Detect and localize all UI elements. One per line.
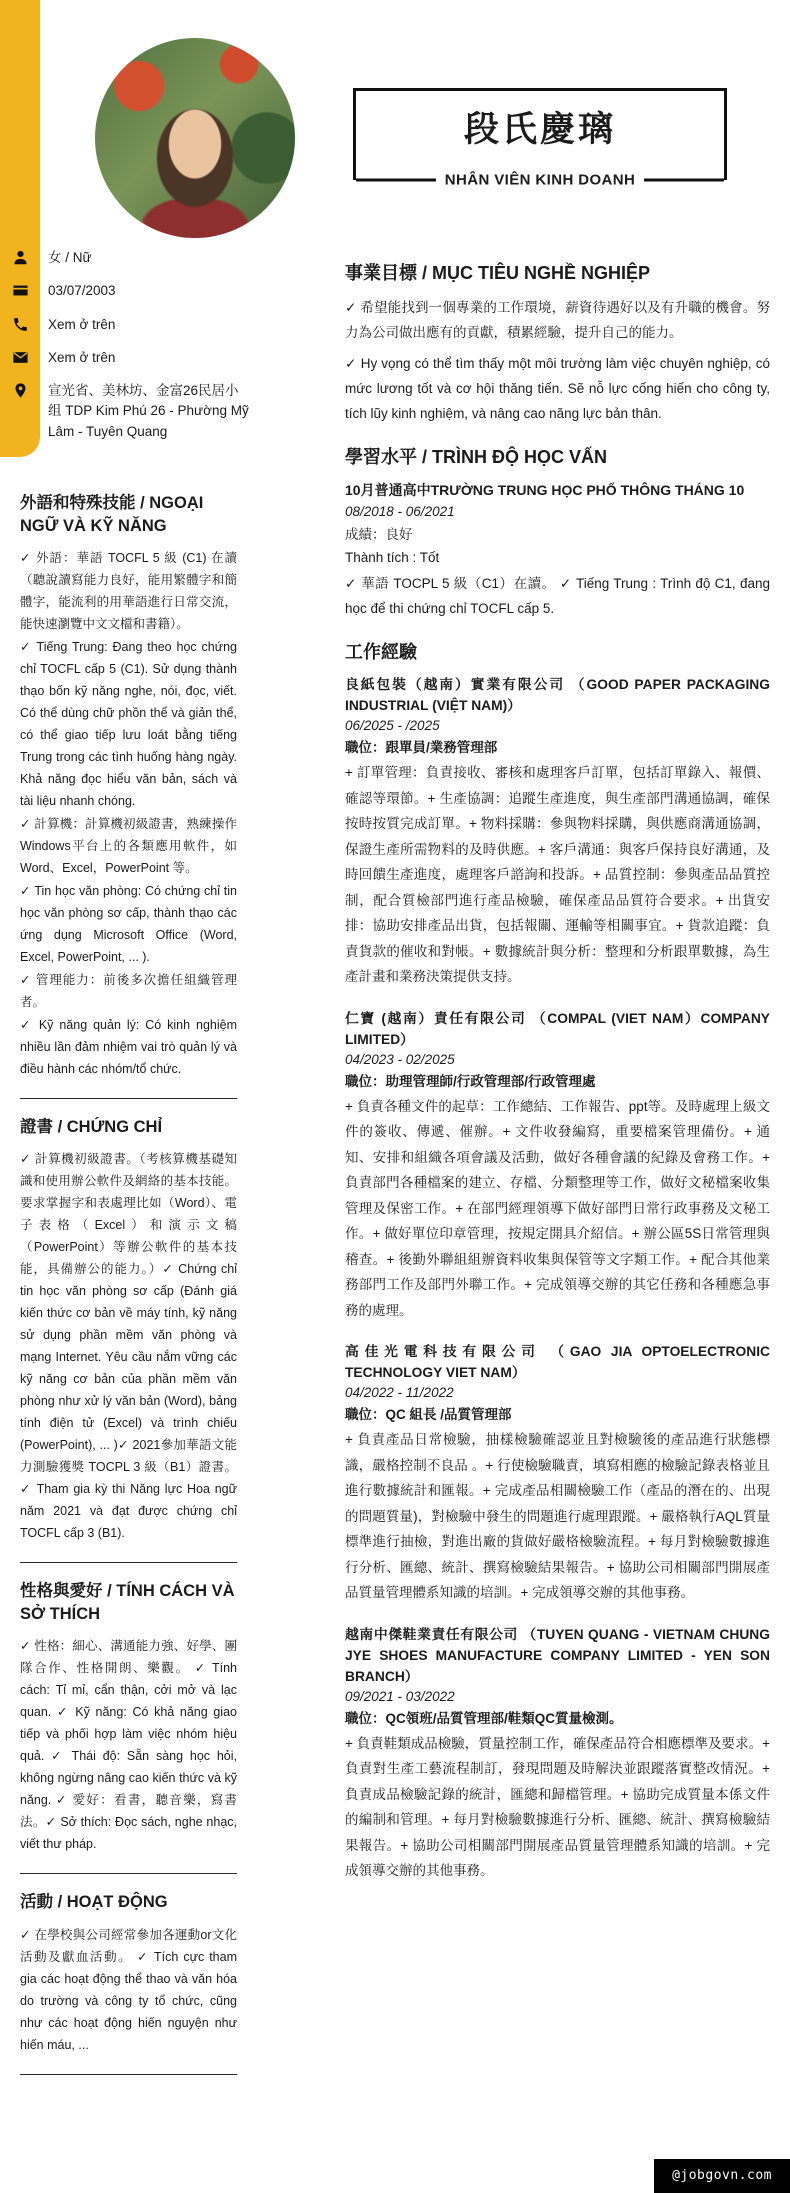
section-divider: [20, 2074, 237, 2075]
section-paragraph: ✓ 在學校與公司經常參加各運動or文化活動及獻血活動。 ✓ Tích cực tham gia các hoạt động thể thao và văn hóa do trường và công ty tổ chức, cũng như các hoạt động hiến nguyện như hiến máu, ...: [20, 1927, 237, 2052]
job-description: + 負責產品日常檢驗，抽樣檢驗確認並且對檢驗後的產品進行狀態標識，嚴格控制不良品 。+ 行使檢驗職責，填寫相應的檢驗記錄表格並且進行數據統計和匯報。+ 完成產品相關檢驗工作（產品的潛在的、出現的問題質量)，對檢驗中發生的問題進行處理跟蹤。+ 嚴格執行AQL質量標準進行抽檢，對進出廠的貨做好嚴格檢驗流程。+ 每月對檢驗數據進行分析、匯總、統計、撰寫檢驗結果報告。+ 協助公司相關部門開展產品質量管理體系知識的培訓。+ 完成領導交辦的其他事務。: [345, 1432, 770, 1601]
watermark: @jobgovn.com: [654, 2159, 790, 2193]
section-title: 工作經驗: [345, 641, 417, 662]
job-dates: 04/2023 - 02/2025: [345, 1051, 455, 1067]
profile-photo: [95, 38, 295, 238]
objective-paragraph: ✓ 希望能找到一個專業的工作環境，薪資待遇好以及有升職的機會。努力為公司做出應有的貢獻，積累經驗，提升自己的能力。: [345, 300, 770, 341]
job-dates: 06/2025 - /2025: [345, 718, 440, 734]
job-description: + 訂單管理：負責接收、審核和處理客戶訂單，包括訂單錄入、報價、確認等環節。+ 生產協調：追蹤生產進度，與生產部門溝通協調，確保按時按質完成訂單。+ 物料採購：參與物料採購，與供應商溝通協調，保證生產所需物料的及時供應。+ 客戶溝通：與客戶保持良好溝通，及時回饋生產進度，處理客戶諮詢和投訴。+ 品質控制：參與產品品質控制，配合質檢部門進行產品檢驗，確保產品品質符合要求。+ 出貨安排：協助安排產品出貨，包括報關、運輸等相關事宜。+ 貨款追蹤：負責貨款的催收和對帳。+ 數據統計與分析：整理和分析跟單數據，為生產計畫和業務決策提供支持。: [345, 765, 770, 985]
name-box: [353, 88, 727, 189]
candidate-name: 段氏慶璃: [463, 110, 616, 149]
job-title-row: [356, 172, 724, 189]
left-column: [20, 492, 237, 2092]
contact-email: [0, 348, 250, 368]
job-entry: [345, 1008, 770, 1324]
section-title: 活動 / HOẠT ĐỘNG: [20, 1893, 168, 1912]
job-position: 職位：QC 組長 /品質管理部: [345, 1407, 512, 1423]
person-icon: [0, 248, 40, 266]
section-title: 學習水平 / TRÌNH ĐỘ HỌC VẤN: [345, 447, 608, 468]
section-personality: [20, 1580, 237, 1855]
section-activities: [20, 1891, 237, 2055]
job-dates: 09/2021 - 03/2022: [345, 1688, 455, 1704]
education-grade-vi: Thành tích : Tốt: [345, 549, 440, 565]
section-divider: [20, 1873, 237, 1874]
location-icon: [0, 381, 40, 399]
section-education: [345, 446, 770, 620]
job-company: 高佳光電科技有限公司 （GAO JIA OPTOELECTRONIC TECHNOLOGY VIET NAM）: [345, 1344, 770, 1381]
education-note: ✓ 華語 TOCPL 5 級（C1）在讀。 ✓ Tiếng Trung : Trình độ C1, đang học để thi chứng chỉ TOCFL cấp 5.: [345, 575, 770, 616]
job-company: 良紙包裝（越南）實業有限公司 （GOOD PAPER PACKAGING INDUSTRIAL (VIỆT NAM)）: [345, 677, 770, 714]
job-description: + 負責鞋類成品檢驗，質量控制工作，確保產品符合相應標準及要求。+ 負責對生產工藝流程制訂，發現問題及時解決並跟蹤落實整改情況。+ 負責成品檢驗記錄的統計，匯總和歸檔管理。+ 協助完成質量本係文件的編制和管理。+ 每月對檢驗數據進行分析、匯總、統計、撰寫檢驗結果報告。+ 協助公司相關部門開展產品質量管理體系知識的培訓。+ 完成領導交辦的其他事務。: [345, 1735, 770, 1879]
id-card-icon: [0, 281, 40, 299]
job-position: 職位：跟單員/業務管理部: [345, 740, 498, 756]
contact-address-value: 宣光省、美林坊、金富26民居小组 TDP Kim Phú 26 - Phường Mỹ Lâm - Tuyên Quang: [48, 383, 249, 439]
section-paragraph: ✓ 性格：細心、溝通能力強、好學、團隊合作、性格開朗、樂觀。 ✓ Tính cách: Tỉ mỉ, cẩn thận, cởi mở và lạc quan. ✓ Kỹ năng: Có khả năng giao tiếp và phối hợp làm việc nhóm hiệu quả. ✓ Thái độ: Sẵn sàng học hỏi, không ngừng nâng cao kiến thức và kỹ năng. ✓ 愛好：看書，聽音樂，寫書法。✓ Sở thích: Đọc sách, nghe nhạc, viết thư pháp.: [20, 1639, 237, 1852]
right-column: [345, 262, 770, 1904]
contact-email-value: Xem ở trên: [48, 349, 116, 365]
section-title: 事業目標 / MỤC TIÊU NGHỀ NGHIỆP: [345, 263, 651, 283]
contact-address: [0, 381, 250, 442]
contact-birthdate: [0, 281, 250, 301]
contact-phone: [0, 315, 250, 335]
section-paragraph: ✓ 管理能力：前後多次擔任組織管理者。: [20, 973, 237, 1010]
section-title: 性格與愛好 / TÍNH CÁCH VÀ SỞ THÍCH: [20, 1582, 235, 1624]
job-company: 越南中傑鞋業責任有限公司 （TUYEN QUANG - VIETNAM CHUNG JYE SHOES MANUFACTURE COMPANY LIMITED - YEN SON BRANCH）: [345, 1626, 770, 1684]
section-paragraph: ✓ Tin học văn phòng: Có chứng chỉ tin học văn phòng sơ cấp, thành thạo các ứng dụng Microsoft Office (Word, Excel, PowerPoint, ... ).: [20, 884, 237, 965]
section-paragraph: ✓ 計算機：計算機初級證書，熟練操作 Windows平台上的各類應用軟件，如 Word、Excel，PowerPoint 等。: [20, 817, 237, 876]
job-entry: [345, 1341, 770, 1606]
job-description: + 負責各種文件的起草：工作總結、工作報告、ppt等。及時處理上級文件的簽收、傳遞、催辦。+ 文件收發編寫，重要檔案管理備份。+ 通知、安排和組織各項會議及活動，做好各種會議的紀錄及會務工作。+ 負責部門各種檔案的建立、存檔、分類整理等工作，做好文秘檔案收集管理及保密工作。+ 在部門經理領導下做好部門日常行政事務及文秘工作。+ 做好單位印章管理，按規定開具介紹信。+ 辦公區5S日常管理與稽查。+ 後勤外聯組組辦資料收集與保管等文字類工作。+ 配合其他業務部門工作及部門外聯工作。+ 完成領導交辦的其它任務和各種應急事務的處理。: [345, 1098, 770, 1318]
job-dates: 04/2022 - 11/2022: [345, 1385, 454, 1401]
job-position: 職位：QC領班/品質管理部/鞋類QC質量檢測。: [345, 1710, 623, 1726]
section-divider: [20, 1562, 237, 1563]
section-paragraph: ✓ Kỹ năng quản lý: Có kinh nghiệm nhiều lần đảm nhiệm vai trò quản lý và điều hành các nhóm/tổ chức.: [20, 1018, 237, 1077]
section-experience: [345, 641, 770, 1884]
objective-paragraph: ✓ Hy vọng có thể tìm thấy một môi trường làm việc chuyên nghiệp, có mức lương tốt và cơ hội thăng tiến. Sẽ nỗ lực cống hiến cho công ty, tích lũy kinh nghiệm, và nâng cao năng lực bản thân.: [345, 356, 770, 422]
section-divider: [20, 1098, 237, 1099]
job-company: 仁寶 (越南）責任有限公司 （COMPAL (VIET NAM）COMPANY LIMITED）: [345, 1010, 770, 1047]
section-certificates: [20, 1116, 237, 1544]
section-languages-skills: [20, 492, 237, 1080]
section-paragraph: ✓ 外語：華語 TOCFL 5 級 (C1) 在讀（聽說讀寫能力良好，能用繁體字和簡體字，能流利的用華語進行日常交流，能快速瀏覽中文文檔和書籍）。: [20, 551, 237, 632]
section-title: 外語和特殊技能 / NGOẠI NGỮ VÀ KỸ NĂNG: [20, 494, 204, 536]
education-dates: 08/2018 - 06/2021: [345, 503, 455, 519]
section-paragraph: ✓ 計算機初級證書。（考核算機基礎知識和使用辦公軟件及網絡的基本技能。要求掌握字和表處理比如（Word）、電子表格（Excel）和演示文稿（PowerPoint）等辦公軟件的基本技能，具備辦公的能力。）✓ Chứng chỉ tin học văn phòng sơ cấp (Đánh giá kiến thức cơ bản về máy tính, kỹ năng sử dụng phần mềm văn phòng và mạng Internet. Yêu cầu nắm vững các kỹ năng cơ bản của phần mềm văn phòng như xử lý văn bản (Word), bảng tính điện tử (Excel) và trình chiếu (PowerPoint), ... )✓ 2021參加華語文能力測驗獲獎 TOCPL 3 級（B1）證書。✓ Tham gia kỳ thi Năng lực Hoa ngữ năm 2021 và đạt được chứng chỉ TOCFL cấp 3 (B1).: [20, 1152, 237, 1541]
contact-gender: [0, 248, 250, 268]
section-paragraph: ✓ Tiếng Trung: Đang theo học chứng chỉ TOCFL cấp 5 (C1). Sử dụng thành thạo bốn kỹ năng nghe, nói, đọc, viết. Có thể dùng chữ phồn thể và giản thể, có thể giao tiếp lưu loát bằng tiếng Trung trong các tình huống hàng ngày. Khả năng đọc hiểu văn bản, sách và tài liệu nhanh chóng.: [20, 640, 237, 809]
job-entry: [345, 674, 770, 990]
education-grade-zh: 成績：良好: [345, 526, 413, 542]
contact-gender-value: 女 / Nữ: [48, 250, 92, 265]
job-position: 職位：助理管理師/行政管理部/行政管理處: [345, 1073, 596, 1089]
job-title: NHÂN VIÊN KINH DOANH: [444, 171, 636, 189]
contact-info: [0, 248, 250, 455]
phone-icon: [0, 315, 40, 333]
contact-phone-value: Xem ở trên: [48, 316, 116, 332]
section-objective: [345, 262, 770, 426]
mail-icon: [0, 348, 40, 366]
section-title: 證書 / CHỨNG CHỈ: [20, 1118, 163, 1137]
contact-birthdate-value: 03/07/2003: [48, 283, 116, 299]
job-entry: [345, 1624, 770, 1884]
school-name: 10月普通高中TRƯỜNG TRUNG HỌC PHỔ THÔNG THÁNG 10: [345, 481, 745, 498]
